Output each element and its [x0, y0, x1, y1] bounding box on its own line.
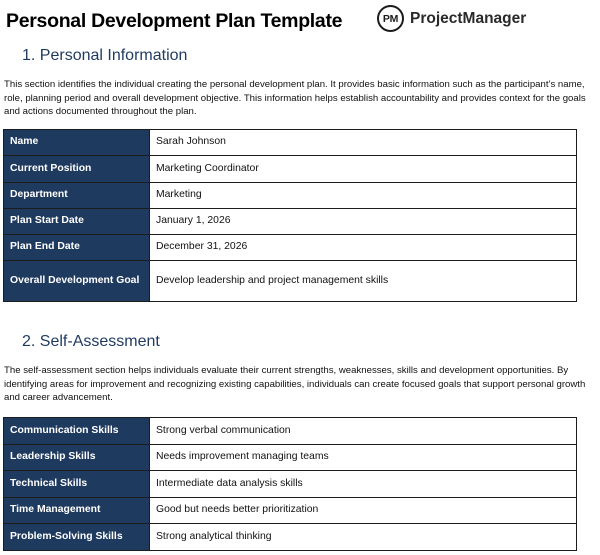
- table-row: [4, 209, 577, 235]
- row-value: Develop leadership and project management skills: [150, 261, 577, 302]
- self-assessment-table: [3, 417, 577, 551]
- table-row: [4, 524, 577, 551]
- row-value: Marketing Coordinator: [150, 156, 577, 183]
- row-value: Good but needs better prioritization: [150, 498, 577, 524]
- table-row: [4, 261, 577, 302]
- section-description-personal-information: This section identifies the individual creating the personal development plan. It provides basic information such as the participant’s name, role, planning period and overall development objective. This information helps establish accountability and provides context for the goals and actions documented throughout the plan.: [4, 79, 586, 117]
- table-row: [4, 471, 577, 498]
- row-label: Name: [4, 130, 150, 156]
- row-value: December 31, 2026: [150, 235, 577, 261]
- section-heading-personal-information: 1. Personal Information: [22, 47, 188, 64]
- row-label: Communication Skills: [4, 418, 150, 445]
- table-row: [4, 445, 577, 471]
- row-label: Current Position: [4, 156, 150, 183]
- logo-text: ProjectManager: [410, 9, 527, 27]
- row-label: Plan End Date: [4, 235, 150, 261]
- row-label: Department: [4, 183, 150, 209]
- row-value: Strong analytical thinking: [150, 524, 577, 551]
- table-row: [4, 235, 577, 261]
- table-row: [4, 418, 577, 445]
- section-heading-self-assessment: 2. Self-Assessment: [22, 333, 160, 350]
- row-value: January 1, 2026: [150, 209, 577, 235]
- row-label: Technical Skills: [4, 471, 150, 498]
- projectmanager-logo: [377, 5, 526, 32]
- row-label: Problem-Solving Skills: [4, 524, 150, 551]
- row-value: Sarah Johnson: [150, 130, 577, 156]
- row-value: Strong verbal communication: [150, 418, 577, 445]
- row-value: Marketing: [150, 183, 577, 209]
- section-description-self-assessment: The self-assessment section helps individuals evaluate their current strengths, weaknesses, skills and development opportunities. By identifying areas for improvement and recognizing existing capabilities, individuals can create focused goals that support personal growth and career advancement.: [4, 365, 586, 403]
- row-label: Leadership Skills: [4, 445, 150, 471]
- row-value: Needs improvement managing teams: [150, 445, 577, 471]
- row-label: Plan Start Date: [4, 209, 150, 235]
- row-value: Intermediate data analysis skills: [150, 471, 577, 498]
- row-label: Overall Development Goal: [4, 261, 150, 302]
- table-row: [4, 156, 577, 183]
- table-row: [4, 498, 577, 524]
- row-label: Time Management: [4, 498, 150, 524]
- table-row: [4, 130, 577, 156]
- table-row: [4, 183, 577, 209]
- personal-information-table: [3, 129, 577, 302]
- pm-logo-icon: PM: [377, 5, 404, 32]
- page-title: Personal Development Plan Template: [6, 10, 343, 32]
